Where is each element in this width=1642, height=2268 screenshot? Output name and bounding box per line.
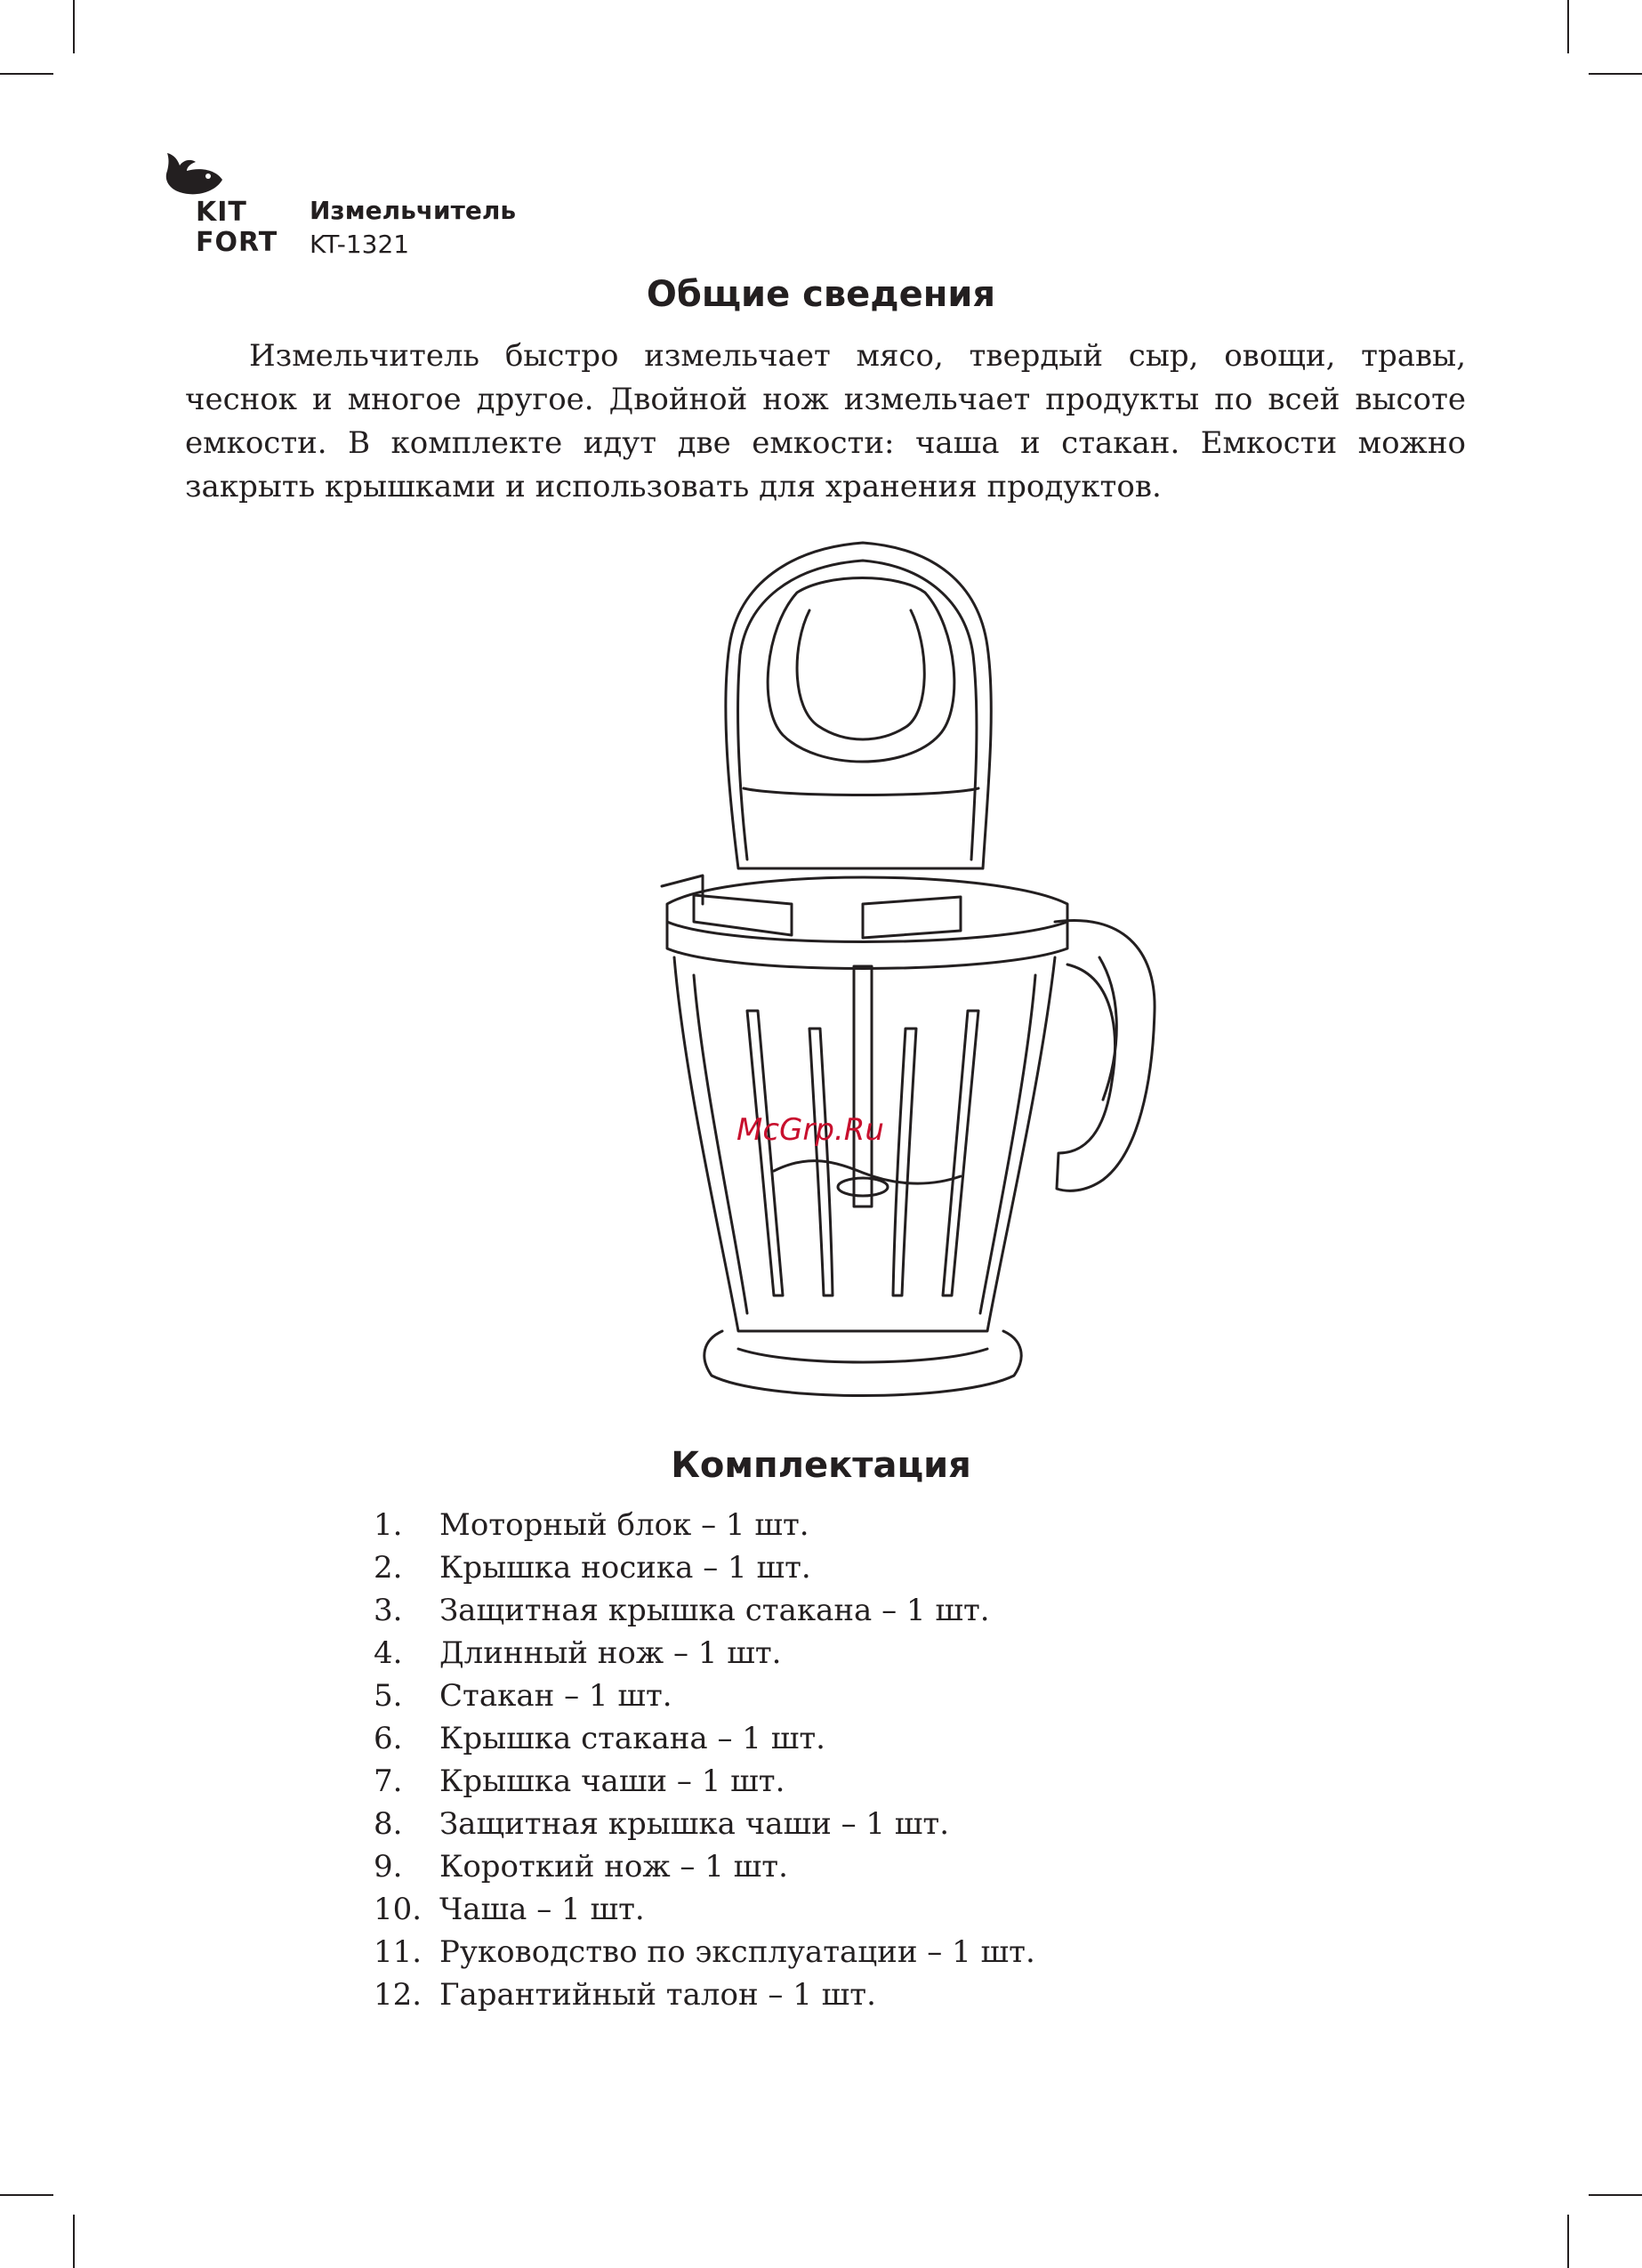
list-item	[374, 1589, 1035, 1632]
logo-wordmark	[196, 198, 278, 258]
crop-mark	[0, 2194, 53, 2196]
list-item	[374, 1888, 1035, 1931]
list-item-text: Защитная крышка стакана – 1 шт.	[439, 1593, 990, 1628]
list-item	[374, 1845, 1035, 1888]
list-item-number: 4.	[374, 1635, 403, 1671]
crop-mark	[1567, 0, 1569, 53]
list-item-number: 6.	[374, 1721, 403, 1756]
list-item	[374, 1803, 1035, 1845]
list-item-text: Длинный нож – 1 шт.	[439, 1635, 782, 1671]
list-item-number: 11.	[374, 1934, 423, 1970]
general-paragraph: Измельчитель быстро измельчает мясо, твердый сыр, овощи, травы, чеснок и многое другое. Двойной нож измельчает продукты по всей высоте емкости. В комплекте идут две емкости: чаша и стакан. Емкости можно закрыть крышками и использовать для хранения продуктов.	[185, 338, 1466, 504]
list-item	[374, 1973, 1035, 2016]
list-item-text: Крышка стакана – 1 шт.	[439, 1721, 825, 1756]
product-model: KT-1321	[310, 230, 410, 259]
section-title-kit: Комплектация	[671, 1445, 971, 1486]
chopper-illustration	[569, 530, 1174, 1420]
kit-list	[374, 1504, 1035, 2016]
list-item-number: 3.	[374, 1593, 403, 1628]
list-item	[374, 1546, 1035, 1589]
list-item-number: 7.	[374, 1764, 403, 1799]
list-item-text: Гарантийный талон – 1 шт.	[439, 1977, 876, 2013]
list-item	[374, 1632, 1035, 1675]
logo-line-2: FORT	[196, 227, 278, 258]
list-item	[374, 1504, 1035, 1546]
list-item-text: Руководство по эксплуатации – 1 шт.	[439, 1934, 1035, 1970]
list-item	[374, 1931, 1035, 1973]
list-item-text: Стакан – 1 шт.	[439, 1678, 672, 1714]
crop-mark	[73, 0, 75, 53]
list-item-number: 8.	[374, 1806, 403, 1842]
watermark: McGrp.Ru	[736, 1112, 884, 1148]
list-item-text: Крышка чаши – 1 шт.	[439, 1764, 785, 1799]
product-name: Измельчитель	[310, 196, 517, 225]
crop-mark	[73, 2215, 75, 2268]
list-item-number: 1.	[374, 1507, 403, 1543]
list-item-number: 9.	[374, 1849, 403, 1885]
list-item-number: 2.	[374, 1550, 403, 1586]
crop-mark	[1567, 2215, 1569, 2268]
list-item	[374, 1760, 1035, 1803]
list-item	[374, 1675, 1035, 1717]
logo-line-1: KIT	[196, 197, 247, 228]
list-item-number: 10.	[374, 1892, 423, 1927]
list-item-number: 5.	[374, 1678, 403, 1714]
list-item-number: 12.	[374, 1977, 423, 2013]
crop-mark	[1589, 73, 1642, 75]
list-item-text: Чаша – 1 шт.	[439, 1892, 645, 1927]
crop-mark	[1589, 2194, 1642, 2196]
list-item-text: Моторный блок – 1 шт.	[439, 1507, 809, 1543]
crop-mark	[0, 73, 53, 75]
list-item-text: Крышка носика – 1 шт.	[439, 1550, 811, 1586]
list-item-text: Короткий нож – 1 шт.	[439, 1849, 788, 1885]
section-title-general: Общие сведения	[646, 274, 996, 315]
list-item-text: Защитная крышка чаши – 1 шт.	[439, 1806, 950, 1842]
list-item	[374, 1717, 1035, 1760]
